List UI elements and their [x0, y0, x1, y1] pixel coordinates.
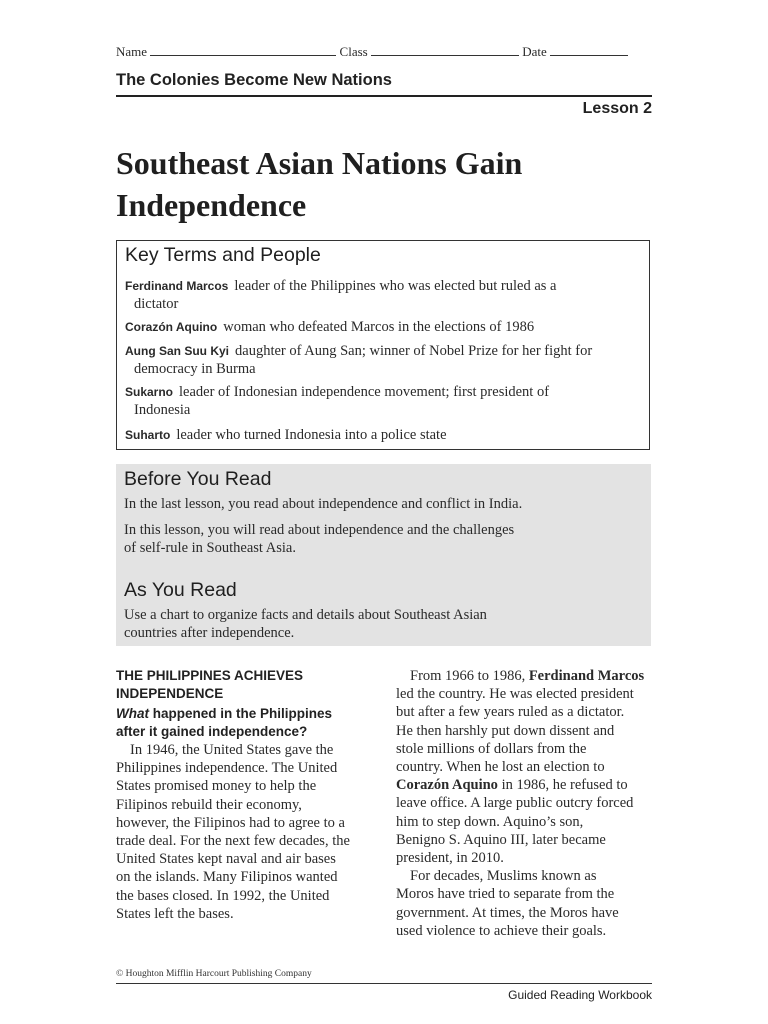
before-you-read-text: In the last lesson, you read about independence and conflict in India. — [124, 496, 523, 512]
as-you-read-text — [124, 606, 624, 642]
text-line: in 1986, he refused to — [497, 777, 628, 794]
as-you-read-heading: As You Read — [124, 579, 237, 601]
term-item — [125, 277, 625, 313]
term-definition: leader who turned Indonesia into a police state — [176, 427, 447, 443]
text-line: For decades, Muslims known as — [410, 868, 597, 885]
text-line: used violence to achieve their goals. — [396, 922, 607, 939]
text-line: He then harshly put down dissent and — [396, 722, 615, 739]
term-definition: woman who defeated Marcos in the elections of 1986 — [223, 319, 535, 335]
text-line: States promised money to help the — [116, 778, 317, 795]
text-line: on the islands. Many Filipinos wanted — [116, 869, 338, 886]
key-term-bold: Corazón Aquino — [396, 777, 498, 794]
key-term-bold: Ferdinand Marcos — [528, 668, 645, 684]
term-name: Corazón Aquino — [125, 320, 218, 334]
class-field[interactable] — [371, 43, 519, 56]
text-line: THE PHILIPPINES ACHIEVES — [116, 668, 304, 683]
term-name: Sukarno — [125, 385, 174, 399]
header-fields — [116, 43, 652, 60]
before-you-read-heading: Before You Read — [124, 468, 272, 490]
text-line: Philippines independence. The United — [116, 760, 338, 777]
text-line: of self-rule in Southeast Asia. — [124, 540, 296, 556]
focus-question — [116, 705, 376, 741]
text-line: country. When he lost an election to — [396, 759, 605, 776]
text-line: INDEPENDENCE — [116, 686, 224, 701]
before-you-read-text — [124, 521, 624, 557]
text-line: but after a few years ruled as a dictator. — [396, 704, 625, 721]
section-heading — [116, 667, 376, 703]
text-line: In this lesson, you will read about independence and the challenges — [124, 522, 515, 538]
term-item — [125, 426, 625, 444]
text-line: countries after independence. — [124, 625, 295, 641]
text-line: government. At times, the Moros have — [396, 904, 619, 921]
key-terms-box — [116, 240, 650, 450]
text-line: Benigno S. Aquino III, later became — [396, 831, 606, 848]
question-emphasis: What — [116, 706, 149, 721]
term-definition-cont: democracy in Burma — [134, 361, 256, 377]
body-paragraph — [116, 741, 376, 923]
class-label: Class — [339, 44, 368, 59]
term-name: Aung San Suu Kyi — [125, 344, 230, 358]
copyright-notice: © Houghton Mifflin Harcourt Publishing Company — [116, 969, 312, 979]
unit-divider — [116, 95, 652, 97]
text-line: In 1946, the United States gave the — [130, 742, 334, 758]
name-field[interactable] — [150, 43, 336, 56]
unit-title: The Colonies Become New Nations — [116, 71, 392, 89]
body-paragraph — [396, 867, 656, 940]
term-definition-cont: Indonesia — [134, 402, 191, 418]
text-line: president, in 2010. — [396, 850, 504, 867]
term-name: Suharto — [125, 428, 171, 442]
text-line: From 1966 to 1986, — [410, 668, 529, 684]
term-item — [125, 383, 625, 419]
text-line: however, the Filipinos had to agree to a — [116, 814, 345, 831]
left-column — [116, 667, 376, 923]
text-line: Use a chart to organize facts and details about Southeast Asian — [124, 607, 487, 623]
text-line: led the country. He was elected president — [396, 686, 634, 703]
term-definition-cont: dictator — [134, 296, 179, 312]
text-line: the bases closed. In 1992, the United — [116, 887, 330, 904]
text-line: States left the bases. — [116, 905, 234, 922]
term-definition: leader of Indonesian independence movement; first president of — [179, 384, 550, 400]
date-field[interactable] — [550, 43, 628, 56]
term-definition: leader of the Philippines who was elected but ruled as a — [234, 278, 557, 294]
text-line: trade deal. For the next few decades, the — [116, 833, 350, 850]
workbook-label: Guided Reading Workbook — [508, 988, 652, 1002]
text-line: Filipinos rebuild their economy, — [116, 796, 302, 813]
text-line: happened in the Philippines — [149, 706, 333, 721]
lesson-title: Southeast Asian Nations Gain Independence — [116, 145, 523, 223]
term-item — [125, 318, 625, 336]
name-label: Name — [116, 44, 148, 59]
text-line: Moros have tried to separate from the — [396, 886, 615, 903]
reading-prep-box — [116, 464, 651, 646]
text-line: United States kept naval and air bases — [116, 851, 336, 868]
term-definition: daughter of Aung San; winner of Nobel Prize for her fight for — [235, 343, 593, 359]
body-paragraph — [396, 667, 656, 867]
lesson-label: Lesson 2 — [582, 100, 652, 117]
term-name: Ferdinand Marcos — [125, 279, 229, 293]
key-terms-heading: Key Terms and People — [125, 244, 321, 266]
text-line: after it gained independence? — [116, 724, 308, 739]
text-line: leave office. A large public outcry forced — [396, 795, 634, 812]
text-line: him to step down. Aquino’s son, — [396, 813, 584, 830]
text-line: stole millions of dollars from the — [396, 740, 587, 757]
footer-divider — [116, 983, 652, 984]
term-item — [125, 342, 625, 378]
right-column — [396, 667, 656, 940]
date-label: Date — [522, 44, 547, 59]
